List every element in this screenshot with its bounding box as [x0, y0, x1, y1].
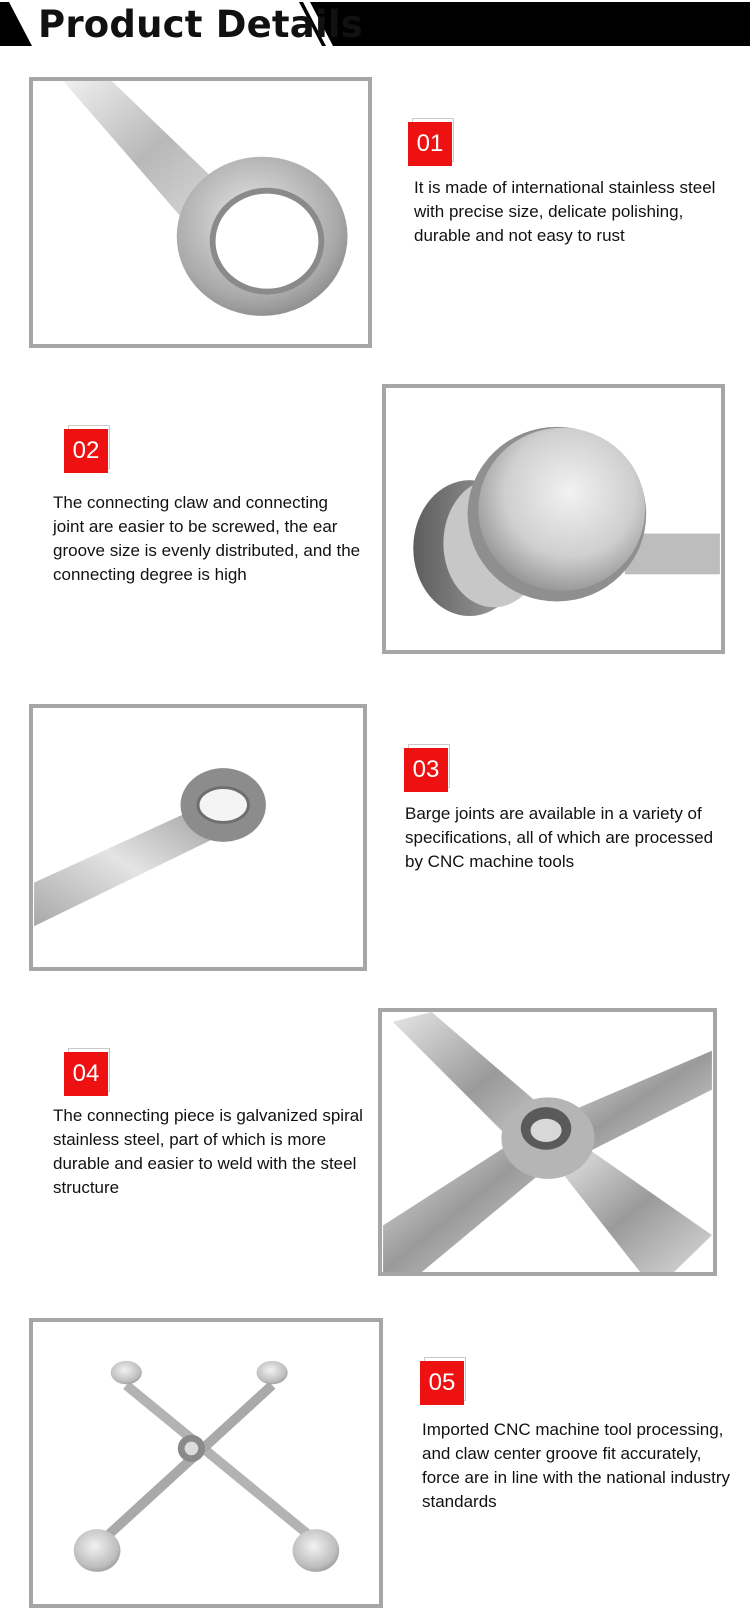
feature-badge-05 — [420, 1361, 468, 1407]
connecting-joint-image — [386, 388, 721, 650]
connecting-piece-image — [382, 1012, 713, 1272]
feature-text-01: It is made of international stainless steel with precise size, delicate polishing, durable and not easy to rust — [414, 178, 716, 245]
product-details-header — [0, 0, 750, 50]
spider-fitting-image — [33, 1322, 379, 1604]
feature-text-05: Imported CNC machine tool processing, and claw center groove fit accurately, force are in line with the national industry standards — [422, 1420, 731, 1511]
product-photo-spider-fitting — [29, 1318, 383, 1608]
feature-badge-04 — [64, 1052, 112, 1098]
product-photo-ear-ring — [29, 77, 372, 348]
feature-text-02: The connecting claw and connecting joint are easier to be screwed, the ear groove size is evenly distributed, and the connecting degree is high — [53, 493, 361, 584]
barge-joint-image — [33, 708, 363, 967]
feature-badge-01 — [408, 122, 456, 168]
feature-number: 03 — [404, 748, 448, 792]
feature-number: 04 — [64, 1052, 108, 1096]
feature-number: 01 — [408, 122, 452, 166]
feature-badge-02 — [64, 429, 112, 475]
feature-text-03: Barge joints are available in a variety of specifications, all of which are processed by CNC machine tools — [405, 804, 714, 871]
product-photo-barge-joint — [29, 704, 367, 971]
page-title: Product Details — [38, 3, 363, 46]
product-photo-connecting-piece — [378, 1008, 717, 1276]
feature-number: 02 — [64, 429, 108, 473]
feature-text-04: The connecting piece is galvanized spiral stainless steel, part of which is more durable and easier to weld with the steel structure — [53, 1106, 363, 1197]
feature-badge-03 — [404, 748, 452, 794]
stainless-ear-ring-image — [33, 81, 368, 344]
product-photo-connecting-joint — [382, 384, 725, 654]
feature-number: 05 — [420, 1361, 464, 1405]
